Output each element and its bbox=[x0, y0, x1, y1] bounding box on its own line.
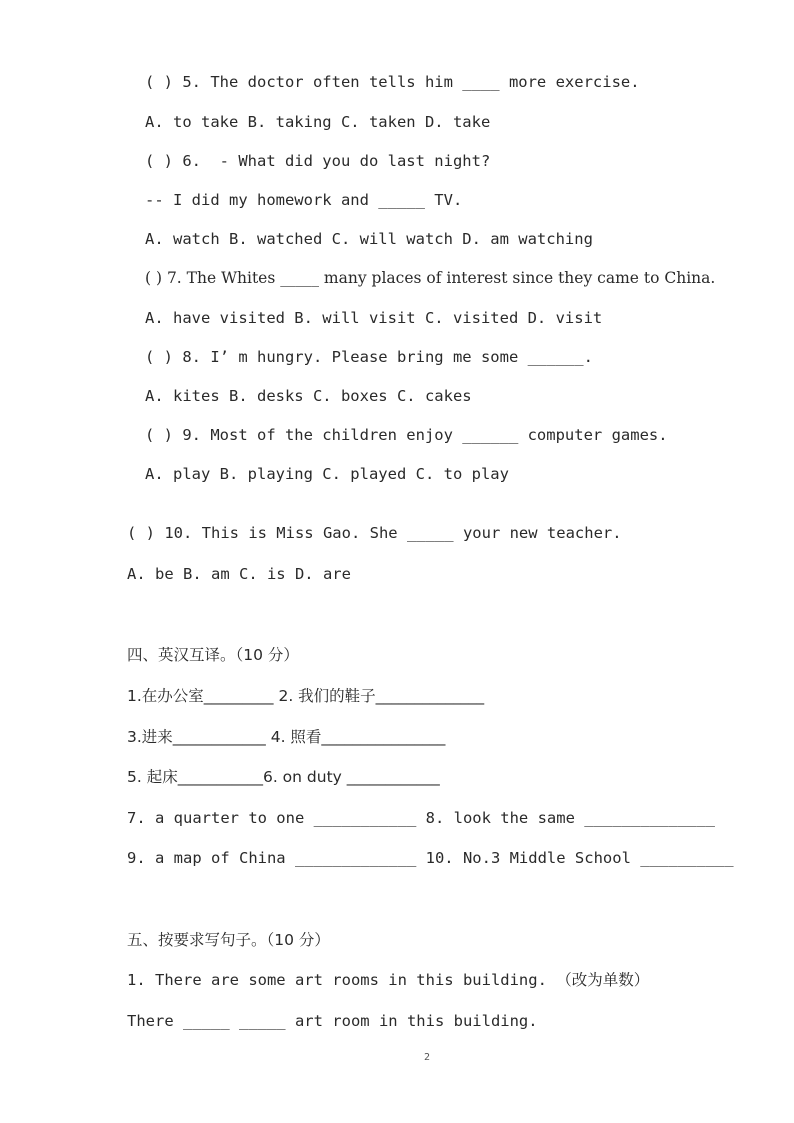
q8-stem: ( ) 8. I’ m hungry. Please bring me some ______. bbox=[145, 348, 593, 366]
q6-reply: -- I did my homework and _____ TV. bbox=[145, 191, 463, 209]
section4-row-2: 3.进来____________ 4. 照看________________ bbox=[127, 728, 446, 746]
q9-stem: ( ) 9. Most of the children enjoy ______ computer games. bbox=[145, 426, 668, 444]
q5-options: A. to take B. taking C. taken D. take bbox=[145, 113, 491, 131]
q8-options: A. kites B. desks C. boxes C. cakes bbox=[145, 387, 472, 405]
section4-row-1: 1.在办公室_________ 2. 我们的鞋子______________ bbox=[127, 687, 485, 705]
q9-options: A. play B. playing C. played C. to play bbox=[145, 465, 509, 483]
q7-options: A. have visited B. will visit C. visited D. visit bbox=[145, 309, 603, 327]
section5-heading: 五、按要求写句子。（10 分） bbox=[127, 931, 330, 949]
section5-answer-1: There _____ _____ art room in this building. bbox=[127, 1012, 538, 1030]
q10-options: A. be B. am C. is D. are bbox=[127, 565, 351, 583]
section4-heading: 四、英汉互译。（10 分） bbox=[127, 646, 299, 664]
q6-stem: ( ) 6. - What did you do last night? bbox=[145, 152, 491, 170]
section4-row-5: 9. a map of China _____________ 10. No.3 Middle School __________ bbox=[127, 849, 734, 867]
page-number: 2 bbox=[424, 1052, 431, 1063]
section4-row-4: 7. a quarter to one ___________ 8. look the same ______________ bbox=[127, 809, 715, 827]
q5-stem: ( ) 5. The doctor often tells him ____ more exercise. bbox=[145, 73, 640, 91]
q6-options: A. watch B. watched C. will watch D. am watching bbox=[145, 230, 593, 248]
q7-stem: ( ) 7. The Whites _____ many places of interest since they came to China. bbox=[145, 269, 716, 287]
q10-stem: ( ) 10. This is Miss Gao. She _____ your new teacher. bbox=[127, 524, 622, 542]
section4-row-3: 5. 起床___________6. on duty ____________ bbox=[127, 768, 440, 786]
section5-question-1: 1. There are some art rooms in this building. （改为单数） bbox=[127, 971, 650, 989]
